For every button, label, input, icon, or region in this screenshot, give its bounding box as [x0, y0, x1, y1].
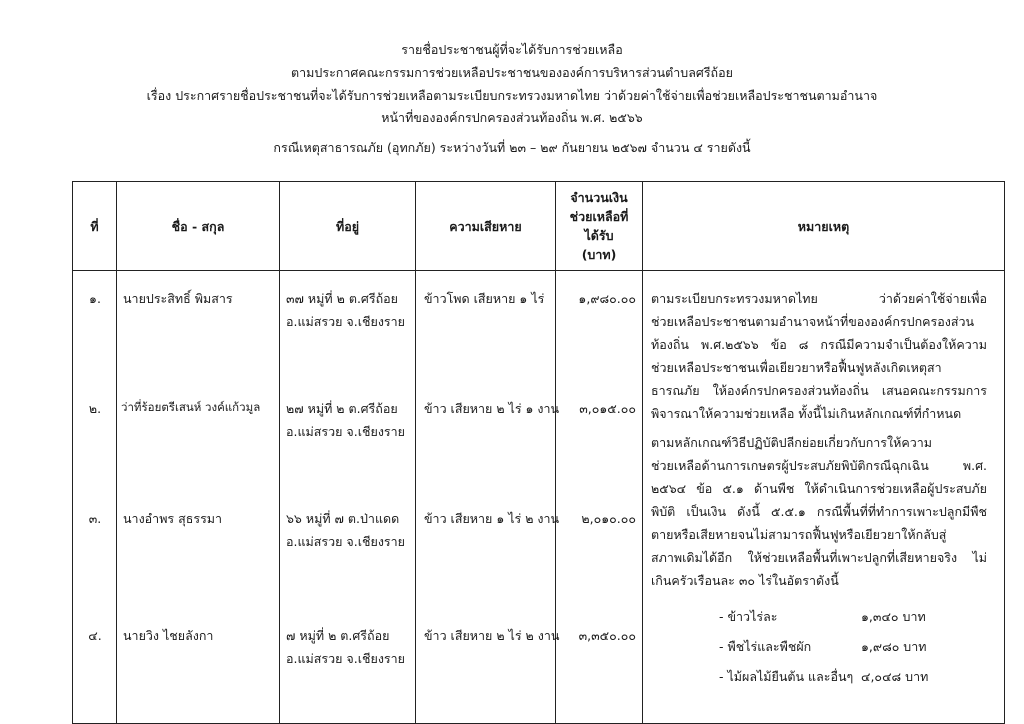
row-1-amount: ๑,๙๘๐.๐๐ [578, 291, 636, 306]
row-1-address-line-1: ๓๗ หมู่ที่ ๒ ต.ศรีถ้อย [286, 291, 398, 306]
row-3-no: ๓. [88, 511, 102, 526]
title-line-5: กรณีเหตุสาธารณภัย (อุทกภัย) ระหว่างวันที่ ๒๓ – ๒๙ กันยายน ๒๕๖๗ จำนวน ๔ รายดังนี้ [273, 140, 751, 155]
cell-name-column [117, 271, 280, 724]
col-header-no: ที่ [73, 182, 117, 271]
remark-p2-line-4: พิบัติ เป็นเงิน ดังนี้ ๕.๕.๑ กรณีพื้นที่ที่ทำการเพาะปลูกมีพืช [651, 504, 987, 519]
rate-fruit-value: ๔,๐๔๘ บาท [861, 669, 929, 684]
row-2-no: ๒. [88, 401, 102, 416]
row-2-amount: ๓,๐๑๕.๐๐ [579, 401, 636, 416]
row-4-name: นายวิง ไชยลังกา [123, 628, 214, 643]
title-line-1: รายชื่อประชาชนผู้ที่จะได้รับการช่วยเหลือ [401, 42, 623, 57]
row-3-name: นางอำพร สุธรรมา [123, 511, 223, 526]
cell-amount-column [556, 271, 643, 724]
col-header-name: ชื่อ - สกุล [117, 182, 280, 271]
col-header-amount-line-3: ได้รับ [584, 228, 614, 243]
beneficiary-table [72, 181, 1005, 724]
rate-rice-label: - ข้าวไร่ละ [719, 609, 778, 624]
row-1-address-line-2: อ.แม่สรวย จ.เชียงราย [286, 314, 405, 329]
row-4-no: ๔. [88, 628, 102, 643]
cell-address-column [280, 271, 416, 724]
col-header-amount [556, 182, 643, 271]
remark-p1-line-4: ช่วยเหลือประชาชนเพื่อเยียวยาหรือฟื้นฟูหลังเกิดเหตุสา [651, 360, 942, 375]
col-header-amount-line-1: จำนวนเงิน [570, 190, 628, 205]
cell-no-column [73, 271, 117, 724]
row-3-address-line-2: อ.แม่สรวย จ.เชียงราย [286, 534, 405, 549]
row-2-damage: ข้าว เสียหาย ๒ ไร่ ๑ งาน [424, 401, 560, 416]
cell-remark-column [643, 271, 1005, 724]
rate-crops-label: - พืชไร่และพืชผัก [719, 639, 812, 654]
row-3-damage: ข้าว เสียหาย ๑ ไร่ ๒ งาน [424, 511, 560, 526]
remark-p2-line-7: เกินครัวเรือนละ ๓๐ ไร่ในอัตราดังนี้ [651, 573, 839, 588]
row-3-address-line-1: ๖๖ หมู่ที่ ๗ ต.ป่าแดด [286, 511, 400, 526]
remark-p1-line-1: ตามระเบียบกระทรวงมหาดไทย ว่าด้วยค่าใช้จ่ายเพื่อ [651, 291, 987, 306]
row-4-address-line-1: ๗ หมู่ที่ ๒ ต.ศรีถ้อย [286, 628, 390, 643]
row-1-damage: ข้าวโพด เสียหาย ๑ ไร่ [424, 291, 545, 306]
row-1-name: นายประสิทธิ์ พิมสาร [123, 291, 233, 306]
rate-fruit-label: - ไม้ผลไม้ยืนต้น และอื่นๆ [719, 669, 854, 684]
col-header-damage: ความเสียหาย [416, 182, 556, 271]
title-line-2: ตามประกาศคณะกรรมการช่วยเหลือประชาชนขององค์การบริหารส่วนตำบลศรีถ้อย [291, 65, 733, 80]
col-header-amount-line-2: ช่วยเหลือที่ [569, 209, 629, 224]
remark-p1-line-3: ท้องถิ่น พ.ศ.๒๕๖๖ ข้อ ๘ กรณีมีความจำเป็นต้องให้ความ [651, 337, 987, 352]
row-3-amount: ๒,๐๑๐.๐๐ [581, 511, 636, 526]
row-2-address-line-2: อ.แม่สรวย จ.เชียงราย [286, 424, 405, 439]
row-1-no: ๑. [89, 291, 101, 306]
remark-p2-line-5: ตายหรือเสียหายจนไม่สามารถฟื้นฟูหรือเยียวยาให้กลับสู่ [651, 527, 947, 542]
row-2-name: ว่าที่ร้อยตรีเสนห์ วงค์แก้วมูล [121, 400, 261, 414]
remark-p1-line-5: ธารณภัย ให้องค์กรปกครองส่วนท้องถิ่น เสนอคณะกรรมการ [651, 383, 987, 398]
row-4-amount: ๓,๓๕๐.๐๐ [578, 628, 636, 643]
table-body-row [73, 271, 1005, 724]
row-2-address-line-1: ๒๗ หมู่ที่ ๒ ต.ศรีถ้อย [286, 401, 398, 416]
title-line-3: เรื่อง ประกาศรายชื่อประชาชนที่จะได้รับการช่วยเหลือตามระเบียบกระทรวงมหาดไทย ว่าด้วยค่าใช้จ่ายเพื่อช่วยเหลือประชาชนตามอำนาจ [146, 88, 878, 103]
table-header-row [73, 182, 1005, 271]
remark-p1-line-2: ช่วยเหลือประชาชนตามอำนาจหน้าที่ขององค์กรปกครองส่วน [651, 314, 975, 329]
remark-p2-line-1: ตามหลักเกณฑ์วิธีปฏิบัติปลีกย่อยเกี่ยวกับการให้ความ [651, 435, 932, 450]
title-line-4: หน้าที่ขององค์กรปกครองส่วนท้องถิ่น พ.ศ. ๒๕๖๖ [381, 110, 643, 125]
col-header-address: ที่อยู่ [280, 182, 416, 271]
remark-p2-line-3: ๒๕๖๔ ข้อ ๕.๑ ด้านพืช ให้ดำเนินการช่วยเหลือผู้ประสบภัย [651, 481, 987, 496]
remark-p2-line-2: ช่วยเหลือด้านการเกษตรผู้ประสบภัยพิบัติกรณีฉุกเฉิน พ.ศ. [651, 458, 987, 473]
remark-p2-line-6: สภาพเดิมได้อีก ให้ช่วยเหลือพื้นที่เพาะปลูกที่เสียหายจริง ไม่ [651, 550, 987, 565]
col-header-remark: หมายเหตุ [643, 182, 1005, 271]
row-4-damage: ข้าว เสียหาย ๒ ไร่ ๒ งาน [424, 628, 560, 643]
cell-damage-column [416, 271, 560, 724]
remark-p1-line-6: พิจารณาให้ความช่วยเหลือ ทั้งนี้ไม่เกินหลักเกณฑ์ที่กำหนด [651, 406, 962, 421]
rate-crops-value: ๑,๙๘๐ บาท [861, 639, 927, 654]
rate-rice-value: ๑,๓๔๐ บาท [861, 609, 926, 624]
col-header-amount-line-4: (บาท) [581, 247, 617, 262]
row-4-address-line-2: อ.แม่สรวย จ.เชียงราย [286, 651, 405, 666]
